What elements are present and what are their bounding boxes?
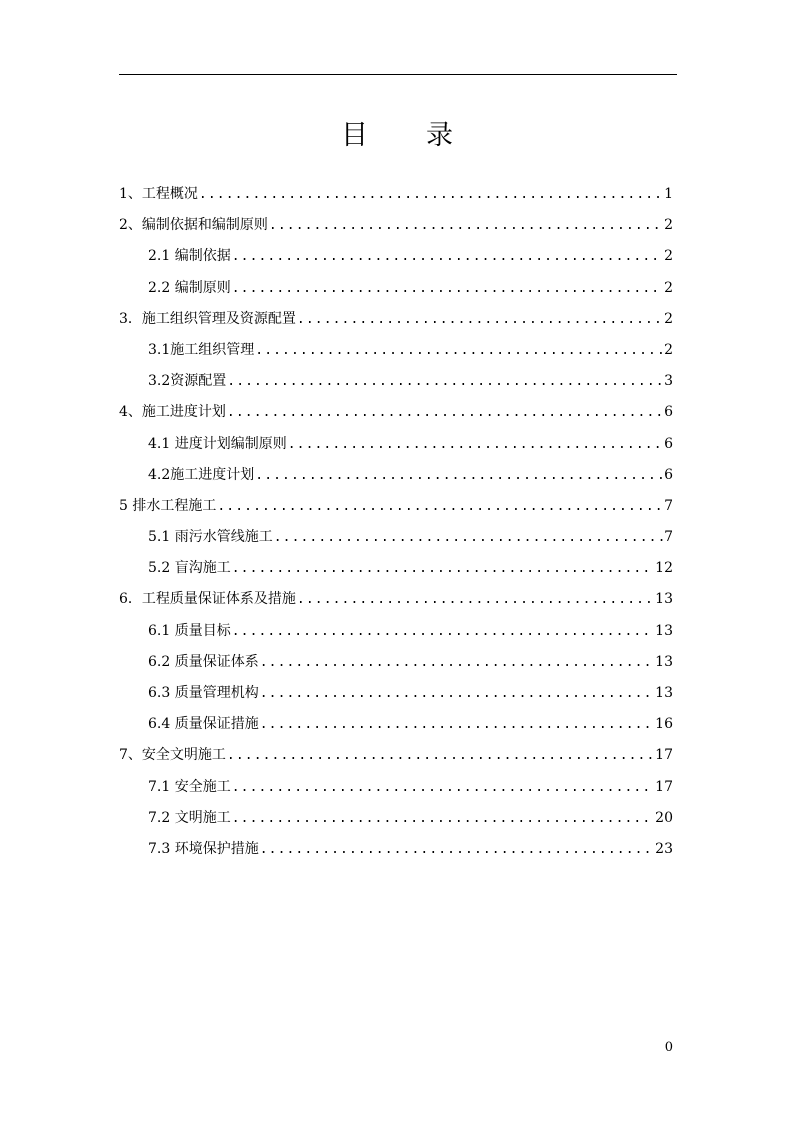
table-of-contents [119, 182, 673, 868]
toc-entry-page: 2 [664, 248, 673, 265]
toc-entry[interactable] [119, 587, 673, 618]
toc-entry-page: 6 [664, 466, 673, 483]
toc-entry-label: 2、编制依据和编制原则 [119, 217, 268, 234]
toc-entry-page: 13 [655, 685, 673, 701]
toc-entry-label: 6.3 质量管理机构 [148, 685, 259, 701]
toc-dot-leader [255, 339, 663, 363]
toc-subentry[interactable] [119, 837, 673, 868]
toc-dot-leader [260, 682, 654, 706]
toc-entry-label: 3.2资源配置 [148, 373, 227, 390]
toc-entry-label: 7.1 安全施工 [148, 778, 231, 795]
toc-subentry[interactable] [119, 432, 673, 463]
toc-entry-label: 7、安全文明施工 [119, 747, 226, 764]
toc-entry-page: 2 [664, 279, 673, 296]
toc-entry-page: 7 [664, 529, 673, 546]
toc-dot-leader [199, 183, 663, 207]
toc-subentry[interactable] [119, 806, 673, 837]
toc-dot-leader [232, 277, 663, 301]
toc-subentry[interactable] [119, 338, 673, 369]
toc-dot-leader [260, 651, 654, 675]
toc-entry-page: 2 [664, 310, 673, 327]
toc-dot-leader [297, 308, 663, 332]
toc-subentry[interactable] [119, 463, 673, 494]
toc-entry-label: 3.1施工组织管理 [148, 341, 255, 358]
toc-entry[interactable] [119, 400, 673, 431]
toc-entry-page: 2 [664, 341, 673, 358]
toc-entry-label: 2.1 编制依据 [148, 248, 231, 265]
toc-subentry[interactable] [119, 244, 673, 275]
toc-entry[interactable] [119, 182, 673, 213]
toc-entry-label: 4.2施工进度计划 [148, 466, 255, 483]
toc-title-char-1: 目 [341, 120, 368, 151]
toc-entry-page: 6 [664, 404, 673, 421]
header-rule [119, 74, 677, 75]
toc-dot-leader [288, 433, 663, 457]
toc-dot-leader [232, 557, 654, 581]
toc-entry-page: 7 [664, 497, 673, 514]
page-number: 0 [664, 1040, 673, 1055]
toc-subentry[interactable] [119, 525, 673, 556]
toc-subentry[interactable] [119, 681, 673, 712]
toc-dot-leader [217, 495, 663, 519]
toc-entry-page: 12 [655, 560, 673, 577]
toc-entry[interactable] [119, 494, 673, 525]
toc-subentry[interactable] [119, 276, 673, 307]
toc-dot-leader [297, 588, 654, 612]
toc-dot-leader [227, 370, 663, 394]
toc-entry-page: 13 [655, 653, 673, 670]
toc-subentry[interactable] [119, 619, 673, 650]
toc-dot-leader [232, 807, 654, 831]
toc-entry-page: 17 [655, 747, 673, 764]
toc-entry-page: 13 [655, 622, 673, 639]
toc-dot-leader [227, 401, 663, 425]
toc-subentry[interactable] [119, 556, 673, 587]
toc-entry-label: 4.1 进度计划编制原则 [148, 435, 287, 452]
toc-entry-label: 6．工程质量保证体系及措施 [119, 591, 296, 608]
toc-entry[interactable] [119, 743, 673, 774]
toc-entry-page: 1 [664, 186, 673, 202]
toc-entry-page: 16 [655, 716, 673, 733]
toc-entry-label: 6.4 质量保证措施 [148, 716, 259, 733]
toc-dot-leader [232, 776, 654, 800]
toc-entry-label: 5.1 雨污水管线施工 [148, 529, 273, 546]
toc-dot-leader [274, 526, 663, 550]
toc-entry-label: 6.2 质量保证体系 [148, 653, 259, 670]
toc-entry-page: 6 [664, 435, 673, 452]
toc-subentry[interactable] [119, 650, 673, 681]
toc-entry-page: 17 [655, 778, 673, 795]
toc-dot-leader [260, 838, 654, 862]
toc-title-char-2: 录 [426, 120, 453, 151]
toc-dot-leader [227, 744, 654, 768]
toc-subentry[interactable] [119, 369, 673, 400]
toc-entry-label: 4、施工进度计划 [119, 404, 226, 421]
toc-entry-label: 3．施工组织管理及资源配置 [119, 310, 296, 327]
toc-subentry[interactable] [119, 775, 673, 806]
toc-entry-label: 5 排水工程施工 [119, 497, 217, 514]
toc-subentry[interactable] [119, 712, 673, 743]
toc-dot-leader [232, 620, 654, 644]
toc-entry-page: 2 [664, 217, 673, 234]
toc-dot-leader [255, 464, 663, 488]
toc-entry-page: 23 [655, 840, 673, 857]
toc-entry-label: 6.1 质量目标 [148, 622, 231, 639]
toc-entry-label: 7.2 文明施工 [148, 809, 231, 826]
toc-dot-leader [269, 214, 663, 238]
toc-entry-label: 1、工程概况 [119, 186, 198, 202]
toc-entry[interactable] [119, 213, 673, 244]
toc-entry[interactable] [119, 307, 673, 338]
toc-entry-label: 2.2 编制原则 [148, 279, 231, 296]
toc-entry-page: 3 [664, 373, 673, 390]
toc-title [0, 118, 794, 154]
toc-dot-leader [260, 713, 654, 737]
toc-entry-label: 5.2 盲沟施工 [148, 560, 231, 577]
toc-dot-leader [232, 245, 663, 269]
toc-entry-page: 13 [655, 591, 673, 608]
toc-entry-label: 7.3 环境保护措施 [148, 840, 259, 857]
toc-entry-page: 20 [655, 809, 673, 826]
